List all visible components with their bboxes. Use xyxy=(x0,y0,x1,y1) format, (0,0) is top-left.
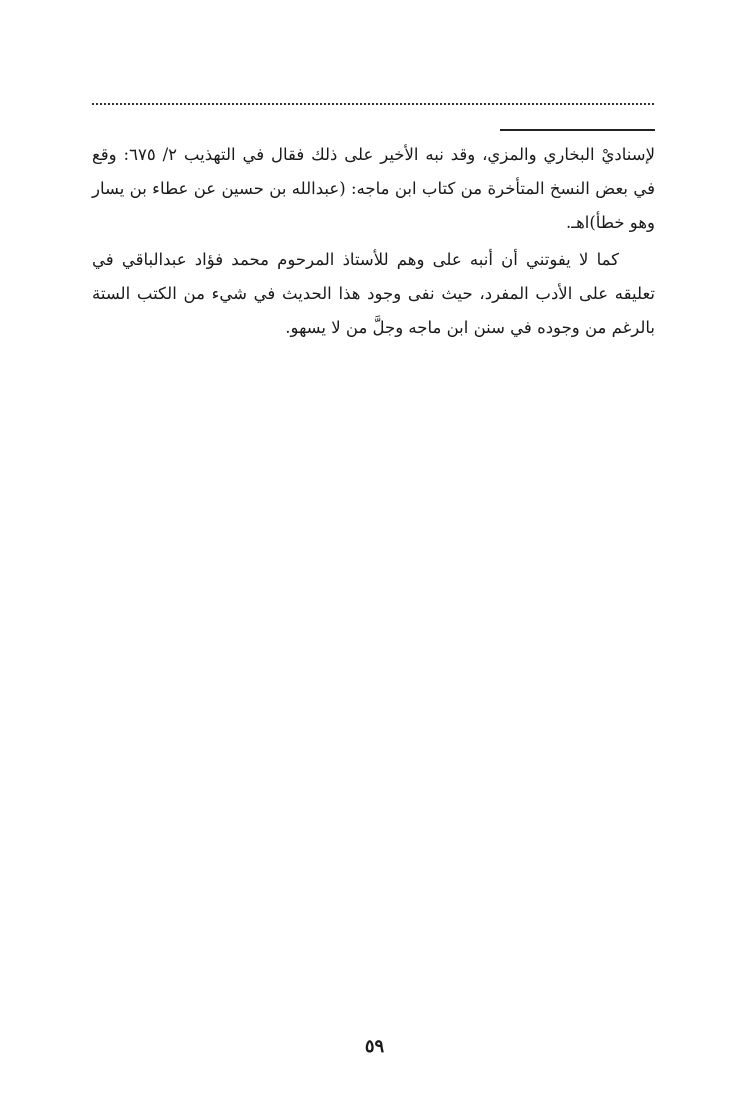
page-number: ٥٩ xyxy=(364,1036,385,1057)
footnote-paragraph-2: كما لا يفوتني أن أنبه على وهم للأستاذ المرحوم محمد فؤاد عبدالباقي في تعليقه على الأدب المفرد، حيث نفى وجود هذا الحديث في شيء من الكتب الستة بالرغم من وجوده في سنن ابن ماجه وجلَّ من لا يسهو. xyxy=(92,250,655,337)
footnote-paragraph-1: لإسناديْ البخاري والمزي، وقد نبه الأخير على ذلك فقال في التهذيب ٢/ ٦٧٥: وقع في بعض النسخ المتأخرة من كتاب ابن ماجه: (عبدالله بن حسين عن عطاء بن يسار وهو خطأ)اهـ. xyxy=(92,145,655,232)
footnote-separator xyxy=(500,129,655,131)
dotted-separator xyxy=(92,103,654,105)
